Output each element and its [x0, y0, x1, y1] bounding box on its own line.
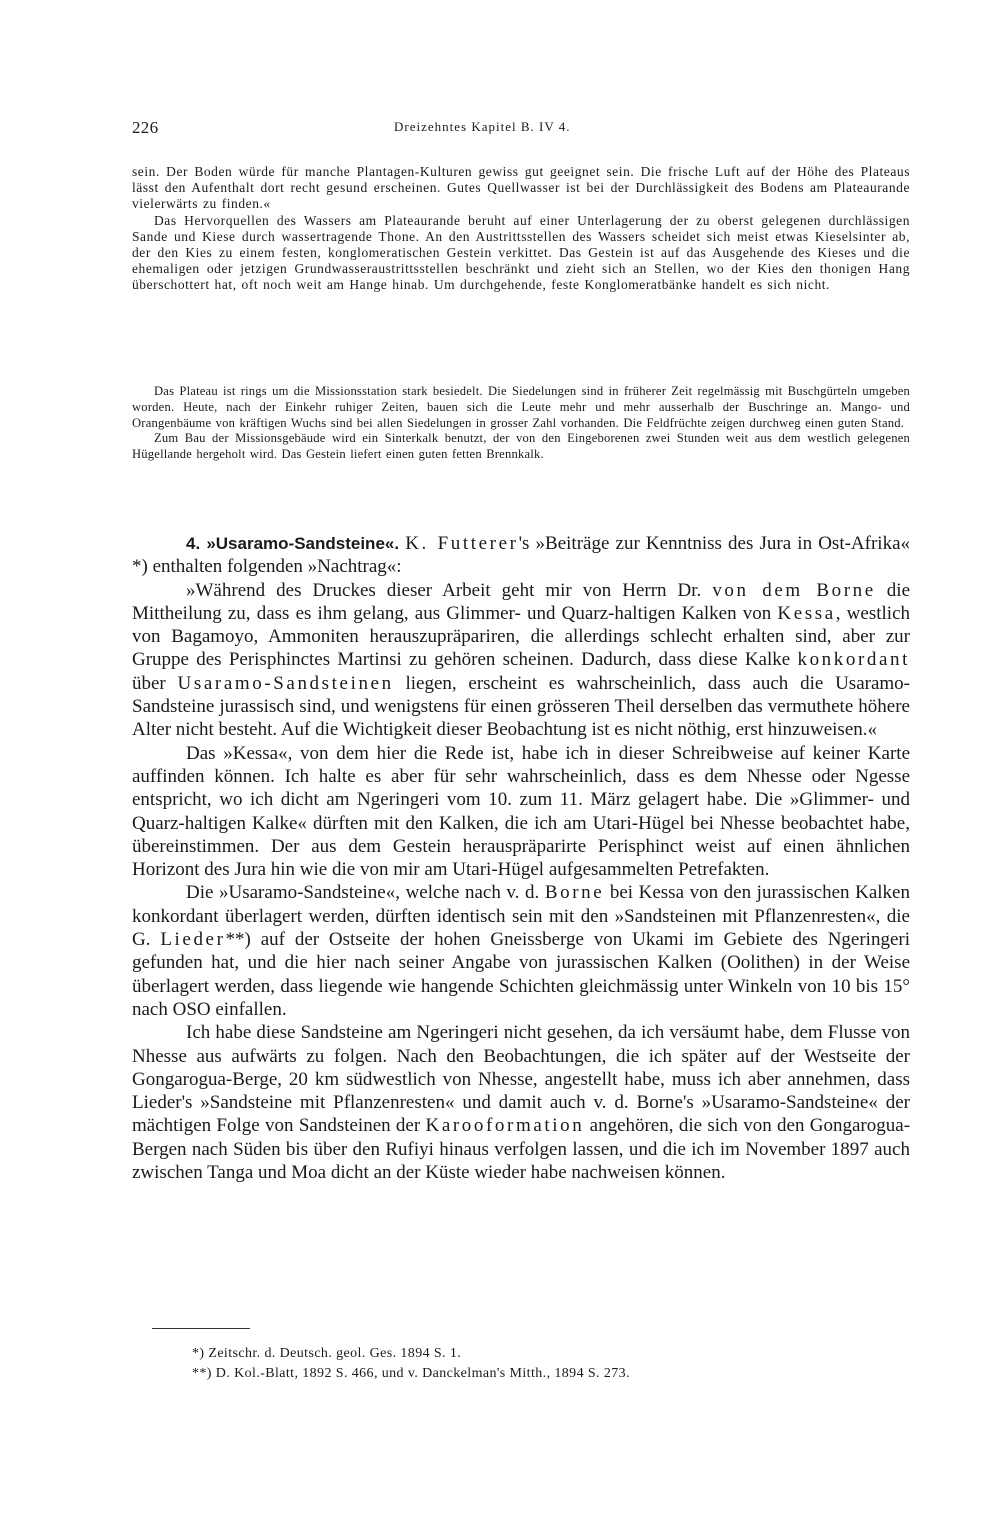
body-paragraph: Das »Kessa«, von dem hier die Rede ist, habe ich in dieser Schreibweise auf keiner Karte auffinden können. Ich halte es aber für sehr wahrscheinlich, dass es dem Nhesse oder Ngesse entspricht, wo ich dicht am Ngeringeri vom 10. zum 11. März gelagert habe. Die »Glimmer- und Quarz-haltigen Kalke« dürften mit den Kalken, die ich am Utari-Hügel bei Nhesse beobachtet habe, übereinstimmen. Der aus dem Gestein herauspräparirte Perisphinct weist auf einen ähnlichen Horizont des Jura hin wie die von mir am Utari-Hügel aufgesammelten Petrefakten.: [132, 742, 910, 881]
main-text: [132, 532, 910, 1184]
text-run: , westlich von Bagamoyo, Ammoniten herauszupräpariren, die allerdings schlecht erhalten sind, aber zur Gruppe des Perisphinctes Martinsi zu gehören scheinen. Dadurch, dass diese Kalke: [132, 602, 910, 671]
text-run: bei Kessa von den jurassischen Kalken konkordant überlagert werden, dürften identisch sein mit den »Sandsteinen mit Pflanzenresten«, die G.: [132, 882, 910, 951]
section-title: »Usaramo-Sandsteine«.: [206, 534, 400, 553]
section-heading: [132, 532, 910, 579]
footnote: *) Zeitschr. d. Deutsch. geol. Ges. 1894 S. 1.: [192, 1346, 462, 1361]
section-number: 4.: [186, 534, 201, 553]
emphasis-term: Karooformation: [425, 1115, 585, 1137]
emphasis-term: konkordant: [797, 649, 911, 671]
text-run: »Während des Druckes dieser Arbeit geht mir von Herrn Dr.: [186, 579, 702, 601]
text-run: Die »Usaramo-Sandsteine«, welche nach v. d.: [186, 882, 540, 904]
place-name: Kessa: [777, 602, 836, 624]
note-paragraph: Zum Bau der Missionsgebäude wird ein Sinterkalk benutzt, der von den Eingeborenen zwei Stunden weit aus dem westlich gelegenen Hügellande hergeholt wird. Das Gestein liefert einen guten fetten Brennkalk.: [132, 431, 910, 462]
section-intro: 's »Beiträge zur Kenntniss des Jura in Ost-Afrika« *) enthalten folgenden »Nachtrag«:: [132, 533, 911, 578]
note-paragraph: Das Plateau ist rings um die Missionsstation stark besiedelt. Die Siedelungen sind in früherer Zeit regelmässig mit Buschgürteln umgeben worden. Heute, nach der Einkehr ruhiger Zeiten, bauen sich die Leute mehr und mehr ausserhalb der Buschringe an. Mango- und Orangenbäume von kräftigen Wuchs sind bei allen Siedelungen in grosser Zahl vorhanden. Die Feldfrüchte zeigen durchweg einen guten Stand.: [132, 384, 910, 430]
text-run: liegen, erscheint es wahrscheinlich, dass auch die Usaramo-Sandsteine jurassisch sind, und wenigstens für einen grösseren Theil derselben das vermuthete höhere Alter nicht besteht. Auf die Wichtigkeit dieser Beobachtung ist es nicht nöthig, erst hinzuweisen.«: [132, 672, 910, 741]
quote-paragraph: sein. Der Boden würde für manche Plantagen-Kulturen gewiss gut geeignet sein. Die frische Luft auf der Höhe des Plateaus lässt den Aufenthalt dort recht gesund erscheinen. Gutes Quellwasser ist bei der Durchlässigkeit des Bodens am Plateaurande vielerwärts zu finden.«: [132, 164, 910, 212]
text-run: **) auf der Ostseite der hohen Gneissberge von Ukami im Gebiete des Ngeringeri gefunden hat, und die hier nach seiner Angabe von jurassischen Kalken (Oolithen) in der Weise überlagert werden, dass liegende wie hangende Schichten gleichmässig unter Winkeln von 10 bis 15° nach OSO einfallen.: [132, 929, 910, 1020]
small-print-notes: [132, 384, 910, 463]
body-paragraph: [132, 881, 910, 1021]
footnote: **) D. Kol.-Blatt, 1892 S. 466, und v. Danckelman's Mitth., 1894 S. 273.: [192, 1366, 630, 1381]
footnote-rule: [152, 1328, 250, 1329]
page-header: [132, 118, 910, 140]
text-run: über: [132, 672, 166, 694]
body-paragraph: [132, 1021, 910, 1184]
text-run: angehören, die sich von den Gongarogua-Bergen nach Süden bis über den Rufiyi hinaus verfolgen lassen, und die ich im November 1897 auch zwischen Tanga und Moa dicht an der Küste wieder habe nachweisen können.: [132, 1115, 911, 1184]
quote-paragraph: Das Hervorquellen des Wassers am Plateaurande beruht auf einer Unterlagerung der zu oberst gelegenen durchlässigen Sande und Kiese durch wassertragende Thone. An den Austrittsstellen des Wassers scheidet sich meist etwas Kieselsinter ab, der den Kies zu einem festen, konglomeratischen Gestein verkittet. Das Gestein ist auf das Ausgehende des Kieses und die ehemaligen oder jetzigen Grundwasseraustrittsstellen beschränkt und zieht sich an Stellen, wo der Kies den thonigen Hang überschottert hat, oft noch weit am Hange hinab. Um durchgehende, feste Konglomeratbänke handelt es sich nicht.: [132, 212, 910, 293]
text-run: die Mittheilung zu, dass es ihm gelang, aus Glimmer- und Quarz-haltigen Kalken von: [132, 579, 911, 624]
text-run: Ich habe diese Sandsteine am Ngeringeri nicht gesehen, da ich versäumt habe, dem Flusse von Nhesse aus aufwärts zu folgen. Nach den Beobachtungen, die ich später auf der Westseite der Gongarogua-Berge, 20 km südwestlich von Nhesse, angestellt habe, muss ich aber annehmen, dass Lieder's »Sandsteine mit Pflanzenresten« und damit auch v. d. Borne's »Usaramo-Sandsteine« der mächtigen Folge von Sandsteinen der: [132, 1022, 910, 1137]
footnotes: [192, 1344, 892, 1384]
person-name: Borne: [544, 882, 605, 904]
quoted-report-block: [132, 164, 910, 294]
author-name: K. Futterer: [405, 533, 519, 554]
page-number: 226: [132, 118, 159, 137]
emphasis-term: Usaramo-Sandsteinen: [177, 672, 394, 694]
person-name: Lieder: [160, 929, 226, 951]
person-name: von dem Borne: [712, 579, 876, 601]
body-paragraph: [132, 579, 910, 742]
running-head: Dreizehntes Kapitel B. IV 4.: [394, 119, 571, 134]
